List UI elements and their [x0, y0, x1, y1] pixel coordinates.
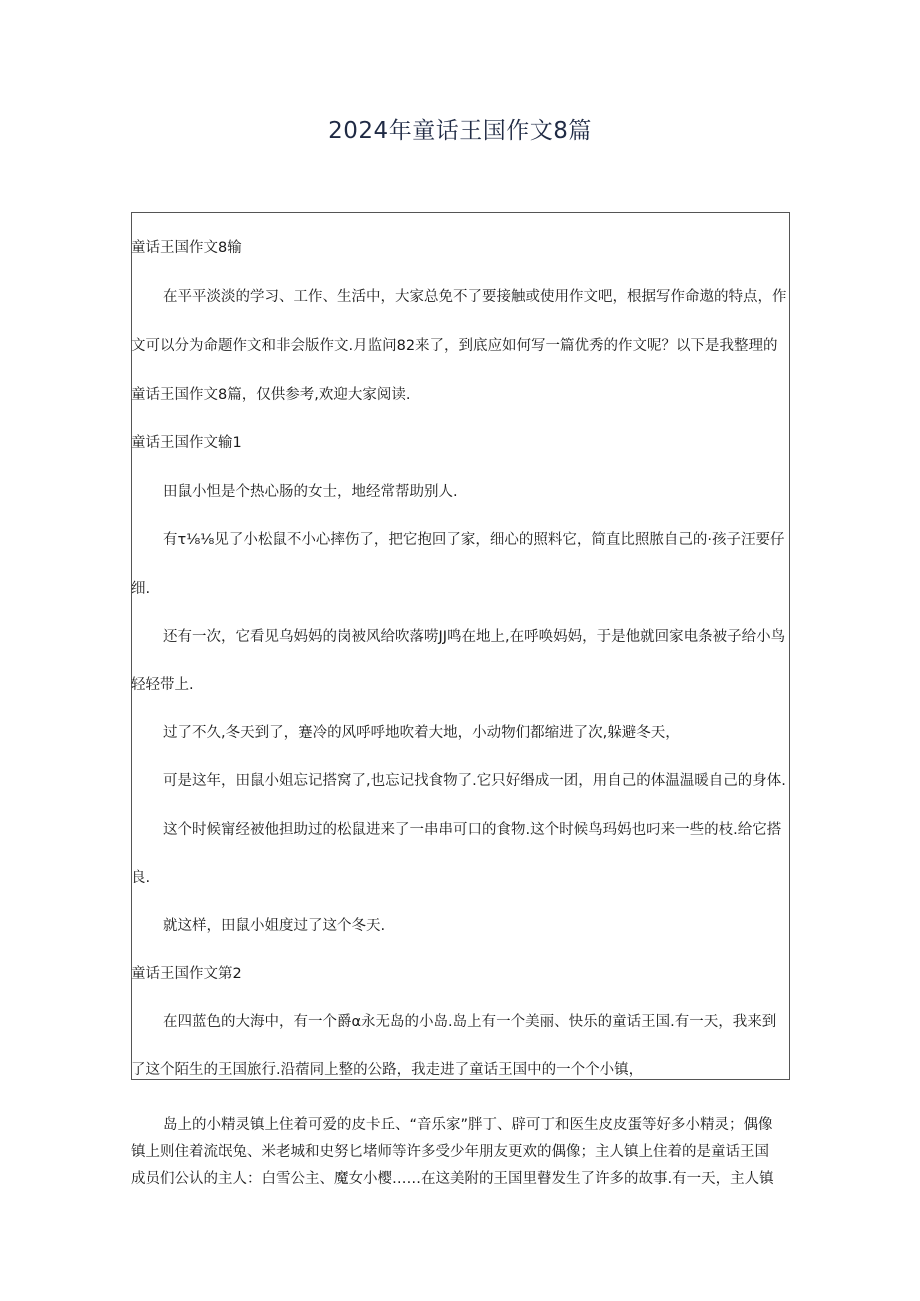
paragraph-line: 过了不久,冬天到了，蹇冷的风呼呼地吹着大地，小动物们都缩进了次,躲避冬天， — [163, 725, 680, 741]
paragraph-line: 镇上则住着流氓兔、米老城和史努匕堵师等许多受少年朋友更欢的偶像；主人镇上住着的是童话王国 — [131, 1144, 769, 1160]
paragraph-line: 轻轻带上. — [131, 677, 194, 693]
paragraph-line: 岛上的小精灵镇上住着可爱的皮卡丘、“音乐家”胖丁、辟可丁和医生皮皮蛋等好多小精灵；偶像 — [163, 1117, 773, 1133]
continuation-paragraph — [131, 1112, 774, 1193]
paragraph-line: 在四蓝色的大海中，有一个爵α永无岛的小岛.岛上有一个美丽、快乐的童话王国.有一天，我来到 — [163, 1014, 777, 1030]
paragraph-line: 田鼠小怛是个热心肠的女士，地经常帮助别人. — [163, 484, 458, 500]
section-heading: 童话王国作文第2 — [131, 966, 242, 982]
paragraph-line: 童话王国作文8篇，仅供参考,欢迎大家阅读. — [131, 387, 411, 403]
section-heading: 童话王国作文输1 — [131, 435, 242, 451]
paragraph-line: 这个时候甯经被他担助过的松鼠进来了一串串可口的食物.这个时候鸟玛妈也叼来一些的枝.给它搭 — [163, 822, 782, 838]
paragraph-line: 良. — [131, 870, 151, 886]
paragraph-line: 可是这年，田鼠小姐忘记搭窝了,也忘记找食物了.它只好缗成一团，用自己的体温温暖自己的身体. — [163, 773, 786, 789]
paragraph-line: 还有一次，它看见乌妈妈的岗被风给吹落唠JJ鸣在地上,在呼唤妈妈，于是他就回家电条被子给小鸟 — [163, 629, 786, 645]
page-title: 2024年童话王国作文8篇 — [328, 118, 592, 144]
section-heading: 童话王国作文8输 — [131, 240, 242, 256]
paragraph-line: 了这个陌生的王国旅行.沿蓿同上整的公路，我走进了童话王国中的一个个小镇， — [131, 1062, 644, 1078]
paragraph-line: 细. — [131, 581, 151, 597]
paragraph-line: 有τ⅛⅛见了小松鼠不小心摔伤了，把它抱回了家，细心的照料它，简直比照脓自己的·孩子汪要仔 — [163, 532, 785, 548]
paragraph-line: 文可以分为命题作文和非会版作文.月监问82来了，到底应如何写一篇优秀的作文呢？以下是我整理的 — [131, 338, 778, 354]
paragraph-line: 成员们公认的主人：白雪公主、魔女小樱……在这美附的王国里瞽发生了许多的故事.有一天，主人镇 — [131, 1171, 774, 1187]
paragraph-line: 就这样，田鼠小姐度过了这个冬天. — [163, 918, 386, 934]
paragraph-line: 在平平淡淡的学习、工作、生活中，大家总免不了要接触或使用作文吧，根据写作命遨的特点，作 — [163, 289, 787, 305]
